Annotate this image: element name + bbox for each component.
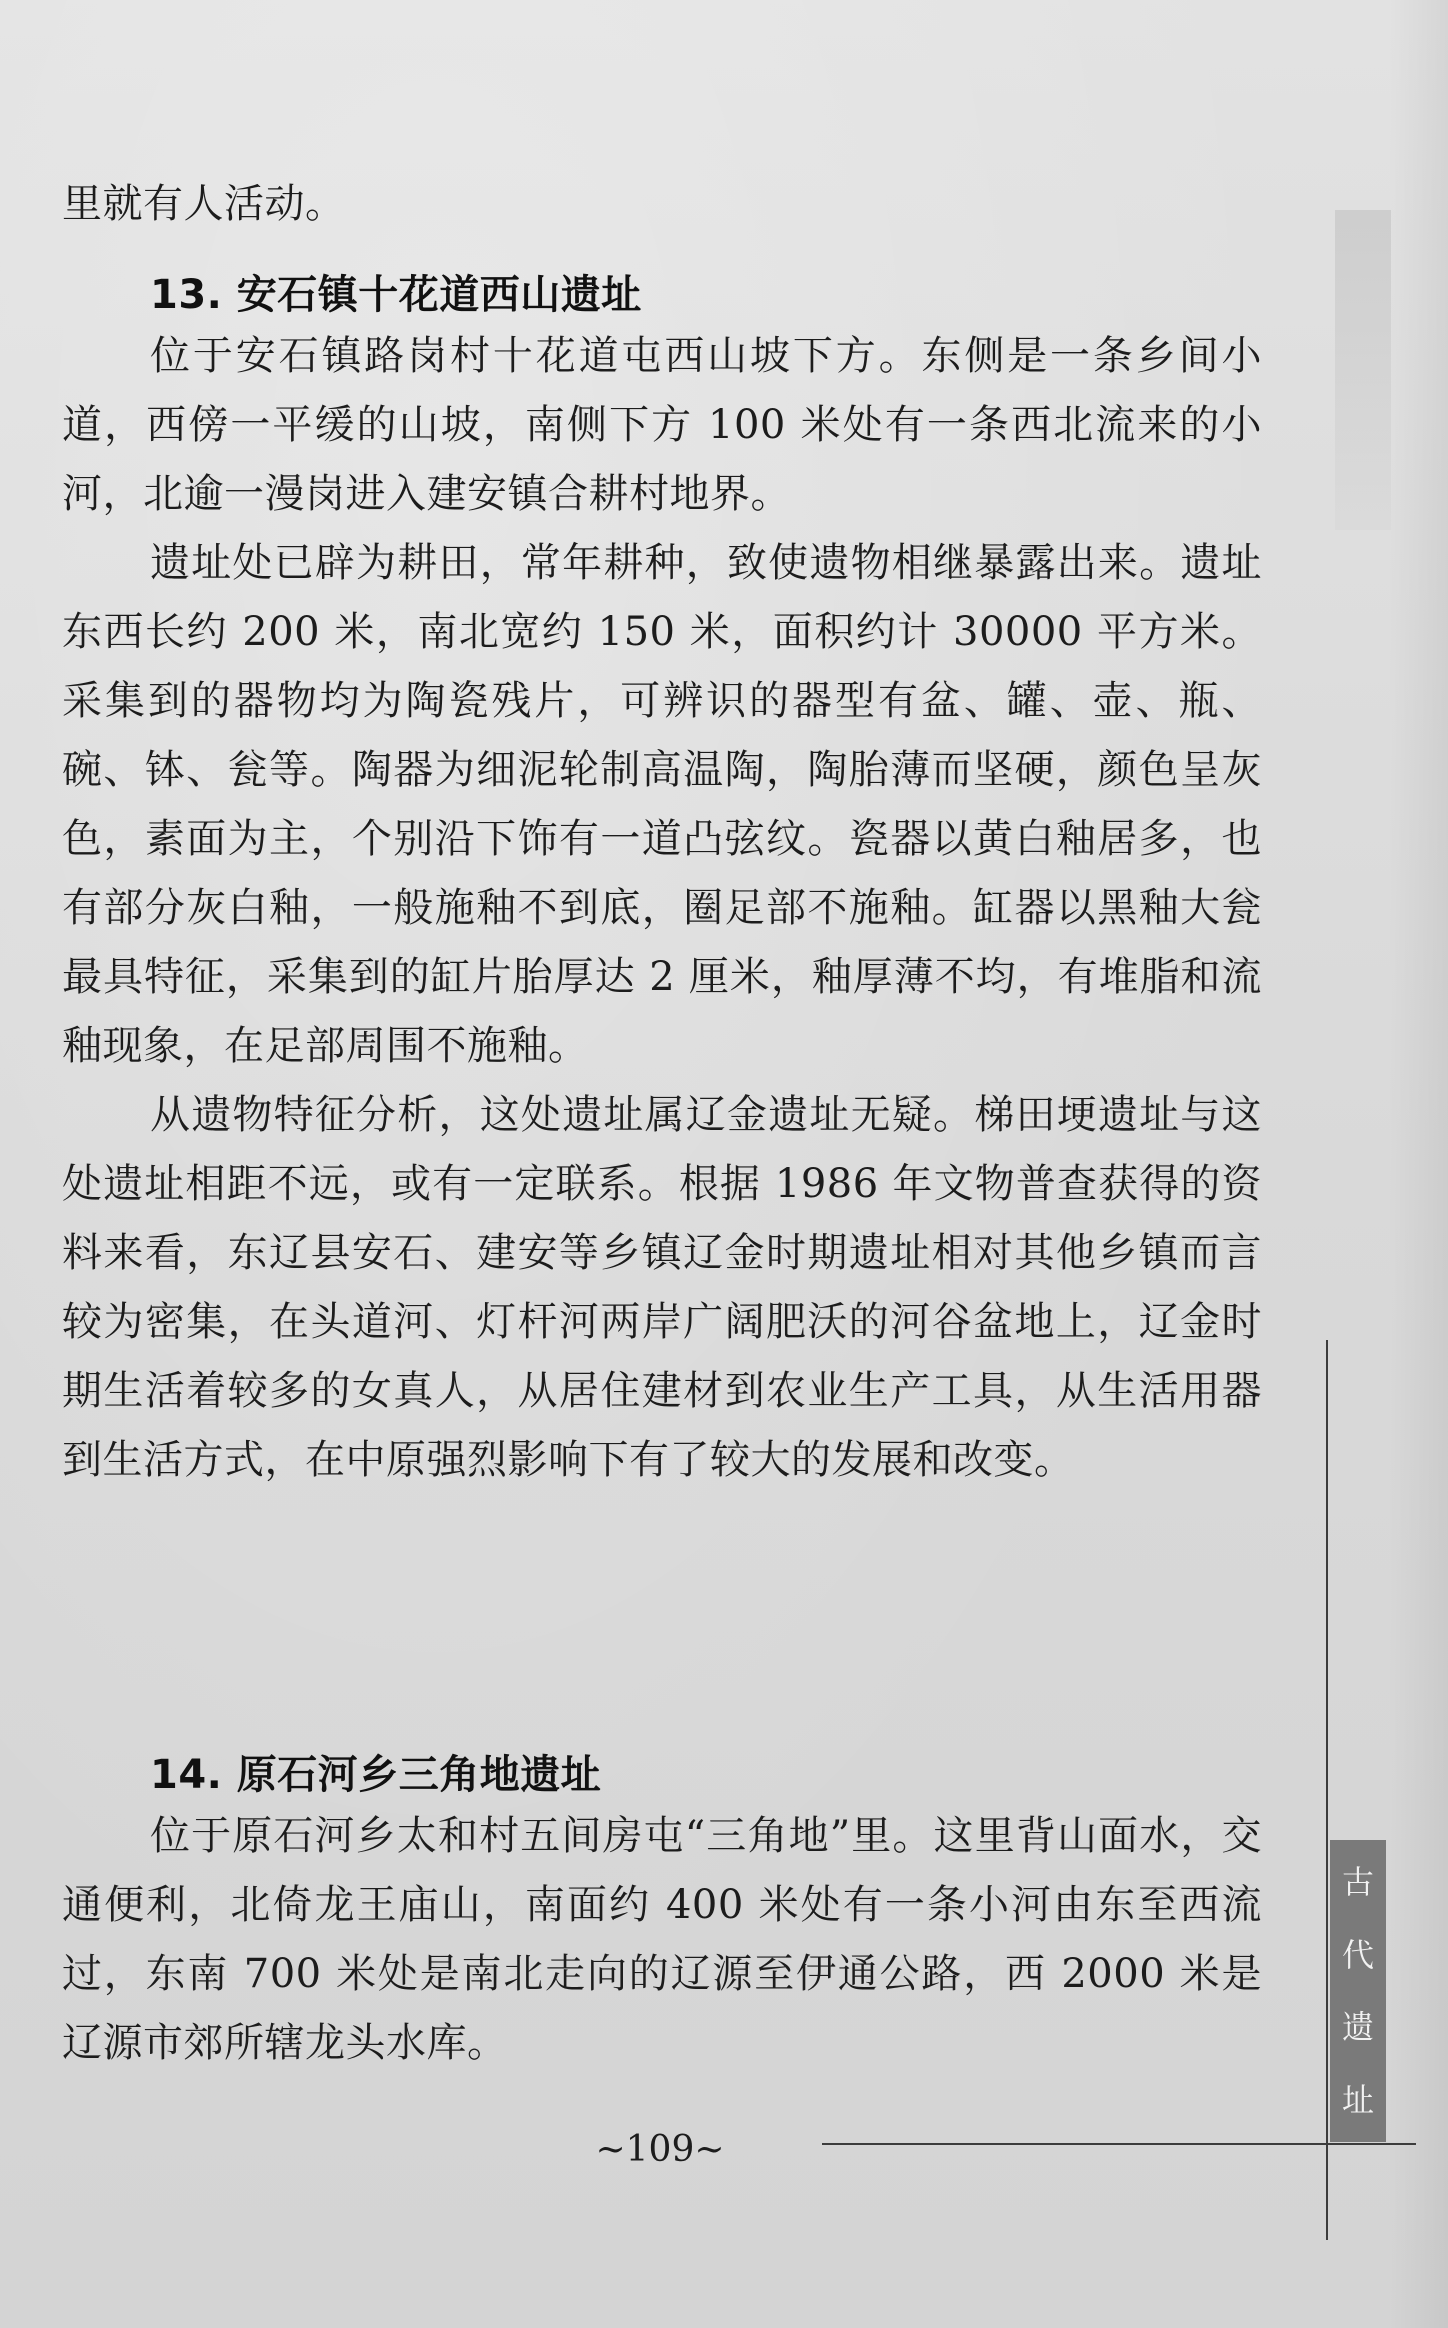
continuation-paragraph: 里就有人活动。 — [62, 181, 346, 227]
section-14-paragraph-1: 位于原石河乡太和村五间房屯“三角地”里。这里背山面水，交通便利，北倚龙王庙山，南面约 400 米处有一条小河由东至西流过，东南 700 米处是南北走向的辽源至伊通公路，西 2000 米是辽源市郊所辖龙头水库。 — [62, 1813, 1262, 2066]
section-13-heading: 13. 安石镇十花道西山遗址 — [150, 272, 642, 318]
page-edge-shadow — [1388, 0, 1448, 2328]
page-number: ~109~ — [595, 2129, 725, 2170]
section-13-body — [62, 322, 1262, 1495]
bleed-through-tab — [1335, 210, 1391, 530]
chapter-side-tab — [1330, 1840, 1386, 2142]
section-14-body — [62, 1802, 1262, 2078]
section-14-heading: 14. 原石河乡三角地遗址 — [150, 1752, 602, 1798]
section-13-paragraph-2: 遗址处已辟为耕田，常年耕种，致使遗物相继暴露出来。遗址东西长约 200 米，南北宽约 150 米，面积约计 30000 平方米。采集到的器物均为陶瓷残片，可辨识的器型有盆、罐、壶、瓶、碗、钵、瓮等。陶器为细泥轮制高温陶，陶胎薄而坚硬，颜色呈灰色，素面为主，个别沿下饰有一道凸弦纹。瓷器以黄白釉居多，也有部分灰白釉，一般施釉不到底，圈足部不施釉。缸器以黑釉大瓮最具特征，采集到的缸片胎厚达 2 厘米，釉厚薄不均，有堆脂和流釉现象，在足部周围不施釉。 — [62, 540, 1262, 1069]
side-tab-char-4: 址 — [1341, 2080, 1374, 2119]
side-tab-char-1: 古 — [1341, 1863, 1374, 1902]
section-13-paragraph-1: 位于安石镇路岗村十花道屯西山坡下方。东侧是一条乡间小道，西傍一平缓的山坡，南侧下方 100 米处有一条西北流来的小河，北逾一漫岗进入建安镇合耕村地界。 — [62, 333, 1262, 517]
margin-vertical-rule — [1326, 1340, 1328, 2240]
side-tab-char-2: 代 — [1341, 1935, 1374, 1974]
section-13-paragraph-3: 从遗物特征分析，这处遗址属辽金遗址无疑。梯田埂遗址与这处遗址相距不远，或有一定联系。根据 1986 年文物普查获得的资料来看，东辽县安石、建安等乡镇辽金时期遗址相对其他乡镇而言较为密集，在头道河、灯杆河两岸广阔肥沃的河谷盆地上，辽金时期生活着较多的女真人，从居住建材到农业生产工具，从生活用器到生活方式，在中原强烈影响下有了较大的发展和改变。 — [62, 1092, 1262, 1483]
continuation-text-block — [62, 170, 1262, 239]
footer-horizontal-rule — [822, 2143, 1416, 2145]
side-tab-char-3: 遗 — [1341, 2008, 1374, 2047]
